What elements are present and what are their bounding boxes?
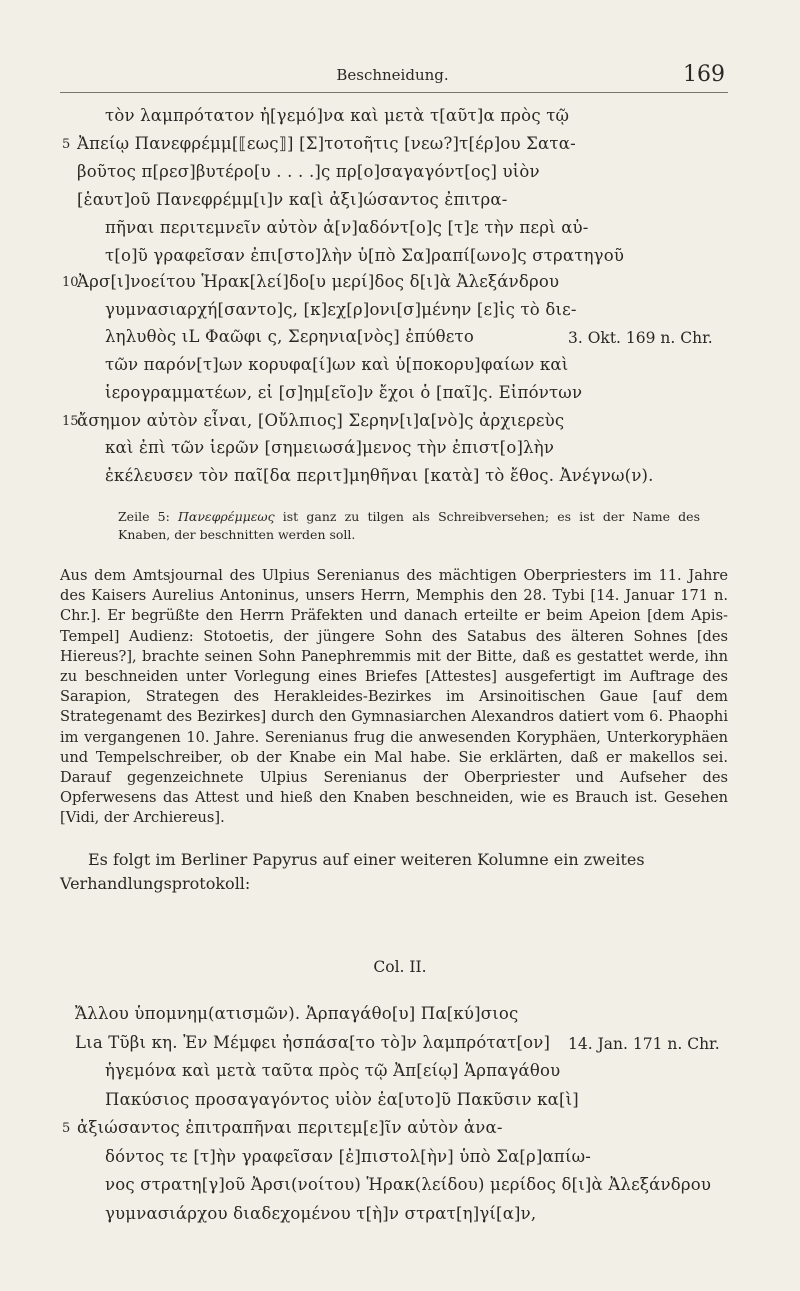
line-number: 15 [62,414,79,429]
greek-line: τ[ο]ῦ γραφεῖσαν ἐπι[στο]λὴν ὑ[πὸ Σα]ραπί[ωνο]ς στρατηγοῦ [105,246,625,265]
greek-line: νος στρατη[γ]οῦ Ἀρσι(νοίτου) Ἡρακ(λείδου) μερίδος δ[ι]ὰ Ἀλεξάνδρου [105,1175,712,1194]
translation-paragraph: Aus dem Amtsjournal des Ulpius Serenianus des mächtigen Oberpriesters im 11. Jahre des Kaisers Aurelius Antoninus, unsers Herrn, Memphis den 28. Tybi [14. Januar 171 n. Chr.]. Er begrüßte den Herrn Präfekten und danach erteilte er beim Apeion [dem Apis-Tempel] Audienz: Stotoetis, der jüngere Sohn des Satabus des älteren Sohnes [des Hiereus?], brachte seinen Sohn Panephremmis mit der Bitte, daß es gestattet werde, ihn zu beschneiden unter Vorlegung eines Briefes [Attestes] ausgefertigt im Auftrage des Sarapion, Strategen des Herakleides-Bezirkes im Arsinoitischen Gaue [auf dem Strategenamt des Bezirkes] durch den Gymnasiarchen Alexandros datiert vom 6. Phaophi im vergangenen 10. Jahre. Serenianus frug die anwesenden Koryphäen, Unterkoryphäen und Tempelschreiber, ob der Knabe ein Mal habe. Sie erklärten, daß er makellos sei. Darauf gegenzeichnete Ulpius Serenianus der Oberpriester und Aufseher des Opferwesens das Attest und hieß den Knaben beschneiden, wie es Brauch ist. Gesehen [Vidi, der Archiereus]. [60,567,728,827]
date-note: 14. Jan. 171 n. Chr. [568,1035,720,1053]
intro-paragraph: Es folgt im Berliner Papyrus auf einer weiteren Kolumne ein zweites Verhandlungsprotokoll: [60,850,645,893]
running-head [60,64,725,90]
line-number: 10 [62,275,79,290]
translation [60,566,728,829]
note-word: Πανεφρέμμεως [177,509,275,524]
intro [60,848,728,896]
greek-line: ληλυθὸς ιL Φαῶφι ς, Σερηνια[νὸς] ἐπύθετο [105,327,475,346]
greek-line: [ἑαυτ]οῦ Πανεφρέμμ[ι]ν κα[ὶ ἀξι]ώσαντος ἐπιτρα- [77,190,508,209]
column-heading: Col. II. [373,958,427,976]
greek-line: Ἀρσ[ι]νοείτου Ἡρακ[λεί]δο[υ μερί]δος δ[ι]ὰ Ἀλεξάνδρου [77,272,560,291]
greek-line: πῆναι περιτεμνεῖν αὐτὸν ἀ[ν]αδόντ[ο]ς [τ]ε τὴν περὶ αὐ- [105,218,589,237]
greek-line: Ἀπείῳ Πανεφρέμμ[⟦εως⟧] [Σ]τοτοῆτις [νεω?]τ[έρ]ου Σατα- [77,134,576,153]
greek-line: βοῦτος π[ρεσ]βυτέρο[υ . . . .]ς πρ[ο]σαγαγόντ[ος] υἱὸν [77,162,540,181]
greek-line: καὶ ἐπὶ τῶν ἱερῶν [σημειωσά]μενος τὴν ἐπιστ[ο]λὴν [105,438,555,457]
greek-line: γυμνασιαρχή[σαντο]ς, [κ]εχ[ρ]ονι[σ]μένην [ε]ἰς τὸ διε- [105,300,577,319]
page-number: 169 [683,62,725,87]
greek-line: Ἄλλου ὑπομνημ(ατισμῶν). Ἁρπαγάθο[υ] Πα[κύ]σιος [75,1004,519,1023]
greek-line: ἐκέλευσεν τὸν παῖ[δα περιτ]μηθῆναι [κατὰ] τὸ ἔθος. Ἀνέγνω(ν). [105,466,654,485]
greek-line: γυμνασιάρχου διαδεχομένου τ[ὴ]ν στρατ[η]γί[α]ν, [105,1204,537,1223]
note-label: Zeile 5: [118,509,178,524]
note-text: ist ganz zu tilgen als Schreibversehen; es ist der Name des Knaben, der beschnitten werden soll. [118,509,700,542]
line-number: 5 [62,1121,71,1136]
running-title: Beschneidung. [336,66,449,84]
date-note: 3. Okt. 169 n. Chr. [568,329,713,347]
header-rule [60,92,728,93]
critical-note [118,508,700,544]
greek-line: ἄσημον αὐτὸν εἶναι, [Οὔλπιος] Σερην[ι]α[νὸ]ς ἀρχιερεὺς [77,411,565,430]
greek-line: ἀξιώσαντος ἐπιτραπῆναι περιτεμ[ε]ῖν αὐτὸν ἀνα- [77,1118,503,1137]
greek-line: Πακύσιος προσαγαγόντος υἱὸν ἑα[υτο]ῦ Πακῦσιν κα[ὶ] [105,1090,579,1109]
greek-line: ἡγεμόνα καὶ μετὰ ταῦτα πρὸς τῷ Ἀπ[είῳ] Ἁρπαγάθου [105,1061,561,1080]
greek-line: ἱερογραμματέων, εἰ [σ]ημ[εῖο]ν ἔχοι ὁ [παῖ]ς. Εἰπόντων [105,383,583,402]
greek-line: τὸν λαμπρότατον ἡ[γεμό]να καὶ μετὰ τ[αῦτ]α πρὸς τῷ [105,106,570,125]
greek-line: δόντος τε [τ]ὴν γραφεῖσαν [ἐ]πιστολ[ὴν] ὑπὸ Σα[ρ]απίω- [105,1147,592,1166]
line-number: 5 [62,137,71,152]
greek-line: Lιa Τῦβι κη. Ἐν Μέμφει ἠσπάσα[το τὸ]ν λαμπρότατ[ον] [75,1033,551,1052]
greek-line: τῶν παρόν[τ]ων κορυφα[ί]ων καὶ ὑ[ποκορυ]φαίων καὶ [105,355,569,374]
